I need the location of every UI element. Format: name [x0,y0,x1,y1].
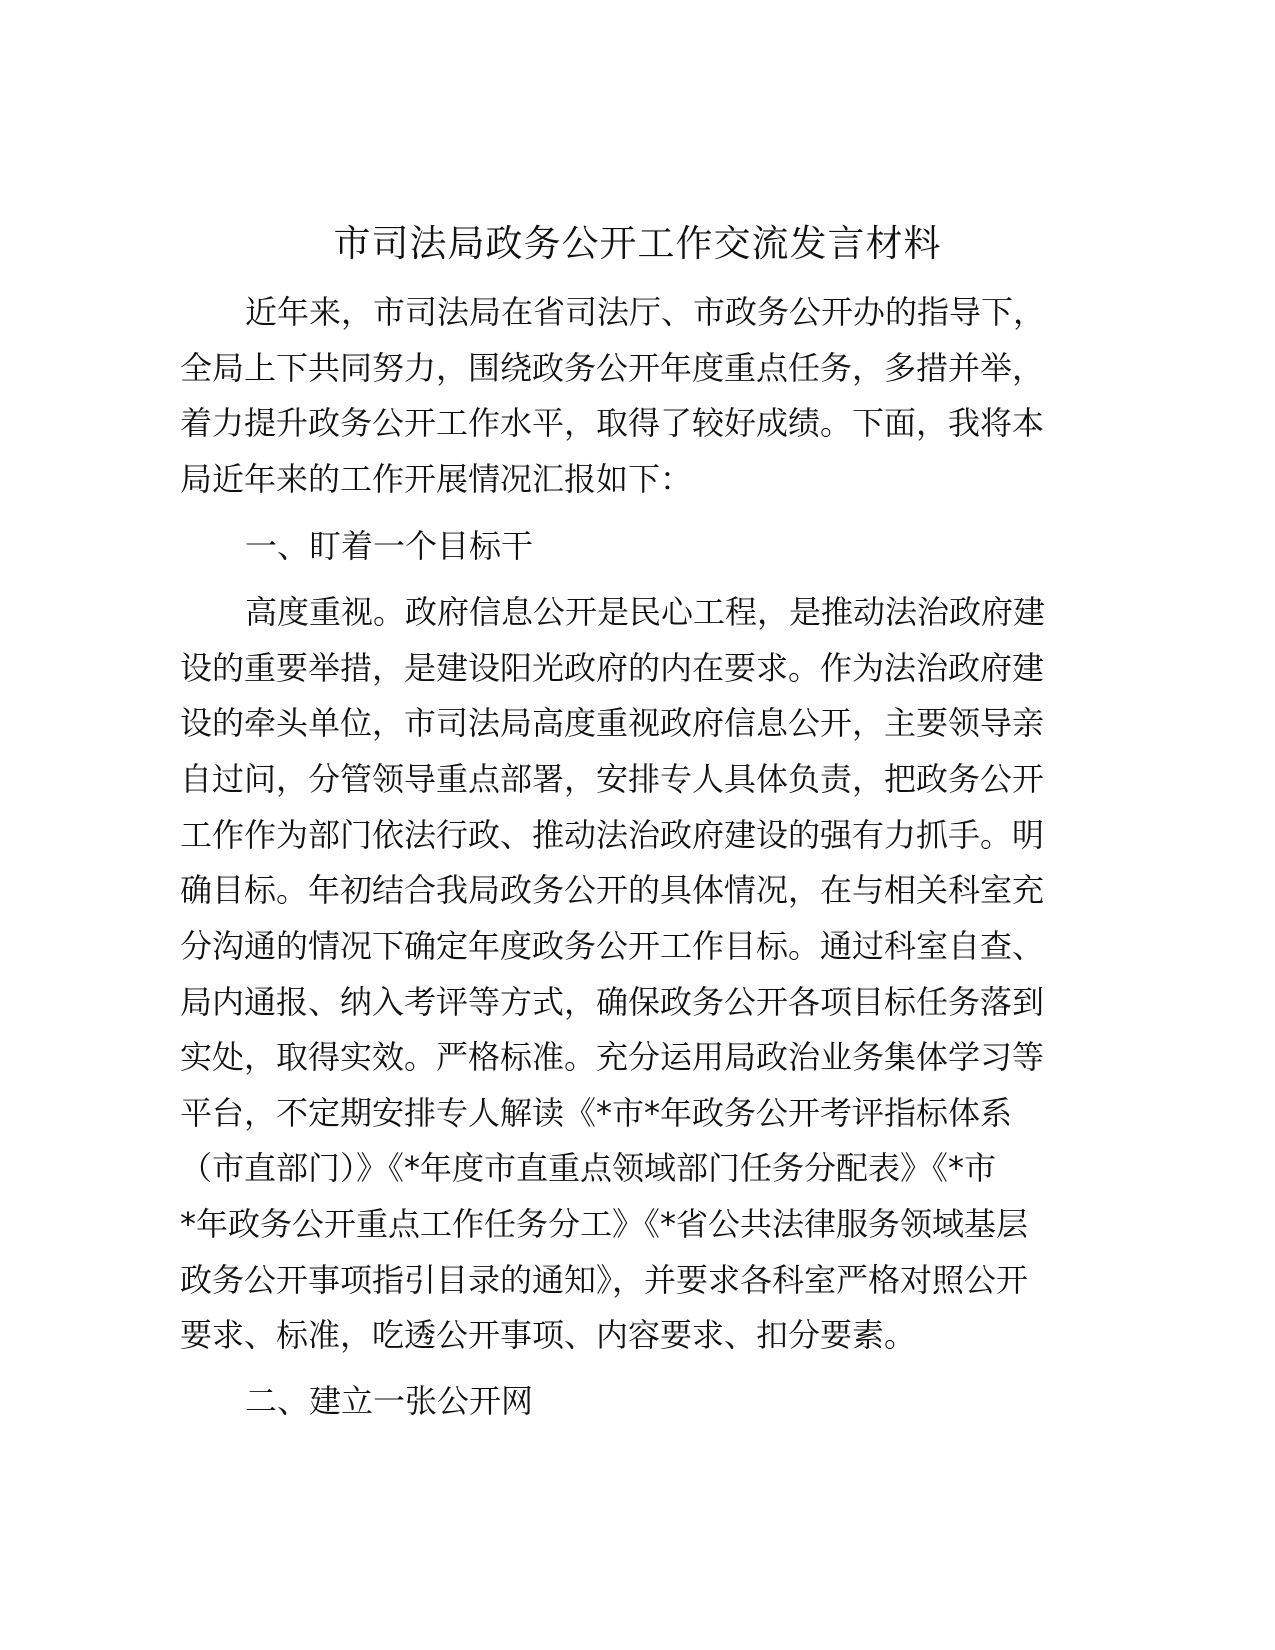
paragraph-line: 确目标。年初结合我局政务公开的具体情况，在与相关科室充 [180,871,1045,909]
section-heading-1: 一、盯着一个目标干 [245,527,534,565]
paragraph-line: 自过问，分管领导重点部署，安排专人具体负责，把政务公开 [180,760,1045,798]
paragraph-line: 全局上下共同努力，围绕政务公开年度重点任务，多措并举， [180,349,1045,387]
section-heading-2: 二、建立一张公开网 [245,1382,534,1420]
paragraph-line: 平台，不定期安排专人解读《*市*年政务公开考评指标体系 [180,1094,1013,1132]
paragraph-line: *年政务公开重点工作任务分工》《*省公共法律服务领域基层 [180,1205,1029,1243]
paragraph-line: 局近年来的工作开展情况汇报如下： [180,460,693,498]
paragraph-line: 设的牵头单位，市司法局高度重视政府信息公开，主要领导亲 [180,704,1045,742]
paragraph-line: 设的重要举措，是建设阳光政府的内在要求。作为法治政府建 [180,649,1045,687]
paragraph-line: 分沟通的情况下确定年度政务公开工作目标。通过科室自查、 [180,927,1045,965]
document-title: 市司法局政务公开工作交流发言材料 [333,222,942,265]
paragraph-line: 高度重视。政府信息公开是民心工程，是推动法治政府建 [245,593,1046,631]
paragraph-line: 工作作为部门依法行政、推动法治政府建设的强有力抓手。明 [180,816,1045,854]
paragraph-line: 要求、标准，吃透公开事项、内容要求、扣分要素。 [180,1316,917,1354]
paragraph-line: 近年来，市司法局在省司法厅、市政务公开办的指导下， [245,293,1046,331]
paragraph-line: 着力提升政务公开工作水平，取得了较好成绩。下面，我将本 [180,404,1045,442]
paragraph-line: 局内通报、纳入考评等方式，确保政务公开各项目标任务落到 [180,983,1045,1021]
paragraph-line: 政务公开事项指引目录的通知》，并要求各科室严格对照公开 [180,1261,1029,1299]
paragraph-line: 实处，取得实效。严格标准。充分运用局政治业务集体学习等 [180,1038,1045,1076]
paragraph-line: （市直部门）》《*年度市直重点领域部门任务分配表》《*市 [180,1149,997,1187]
